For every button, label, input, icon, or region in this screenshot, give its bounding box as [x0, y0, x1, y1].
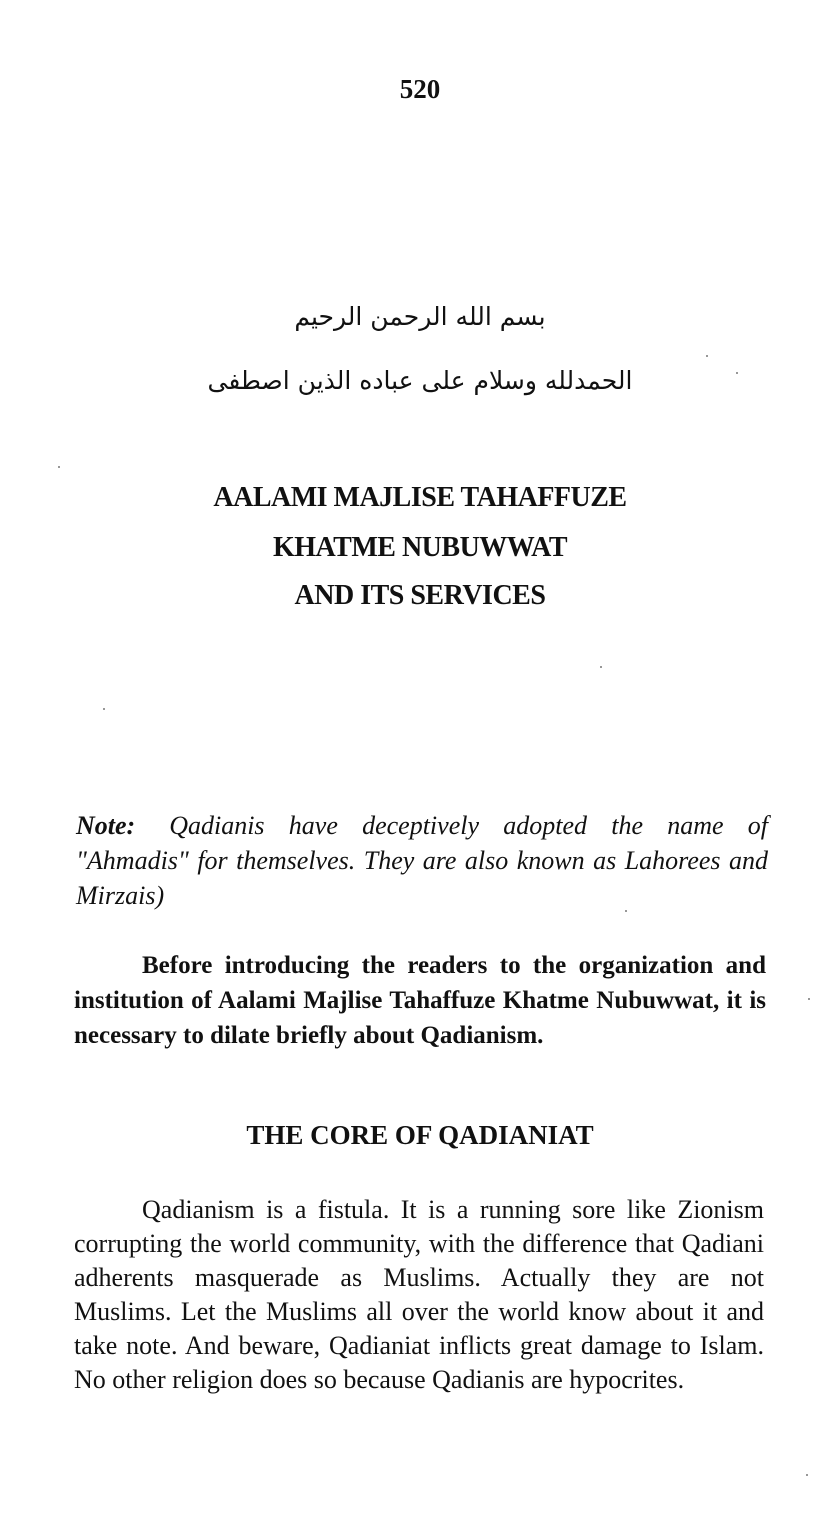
- arabic-invocation: الحمدلله وسلام على عباده الذين اصطفى: [207, 366, 633, 395]
- note-paragraph: [76, 808, 768, 913]
- scan-speck: [736, 372, 738, 374]
- note-label: Note:: [76, 811, 136, 840]
- section-heading: THE CORE OF QADIANIAT: [246, 1120, 594, 1150]
- scan-speck: [706, 355, 708, 357]
- note-text: Qadianis have deceptively adopted the name of "Ahmadis" for themselves. They are also known as Lahorees and Mirzais): [76, 811, 768, 910]
- scan-speck: [806, 1474, 808, 1476]
- title-line-1: AALAMI MAJLISE TAHAFFUZE: [213, 482, 627, 513]
- scan-speck: [103, 708, 105, 710]
- body-paragraph: Qadianism is a fistula. It is a running sore like Zionism corrupting the world community, with the difference that Qadiani adherents masquerade as Muslims. Actually they are not Muslims. Let the Muslims all over the world know about it and take note. And beware, Qadianiat inflicts great damage to Islam. No other religion does so because Qadianis are hypocrites.: [74, 1195, 764, 1394]
- page-number: 520: [399, 74, 441, 104]
- title-line-3: AND ITS SERVICES: [294, 580, 546, 611]
- scan-speck: [808, 998, 810, 1000]
- scan-speck: [625, 910, 627, 912]
- intro-paragraph: Before introducing the readers to the organization and institution of Aalami Majlise Tahaffuze Khatme Nubuwwat, it is necessary to dilate briefly about Qadianism.: [74, 952, 766, 1049]
- scan-speck: [58, 466, 60, 468]
- arabic-basmala: بسم الله الرحمن الرحيم: [294, 302, 546, 331]
- title-line-2: KHATME NUBUWWAT: [272, 532, 568, 563]
- scan-speck: [600, 666, 602, 668]
